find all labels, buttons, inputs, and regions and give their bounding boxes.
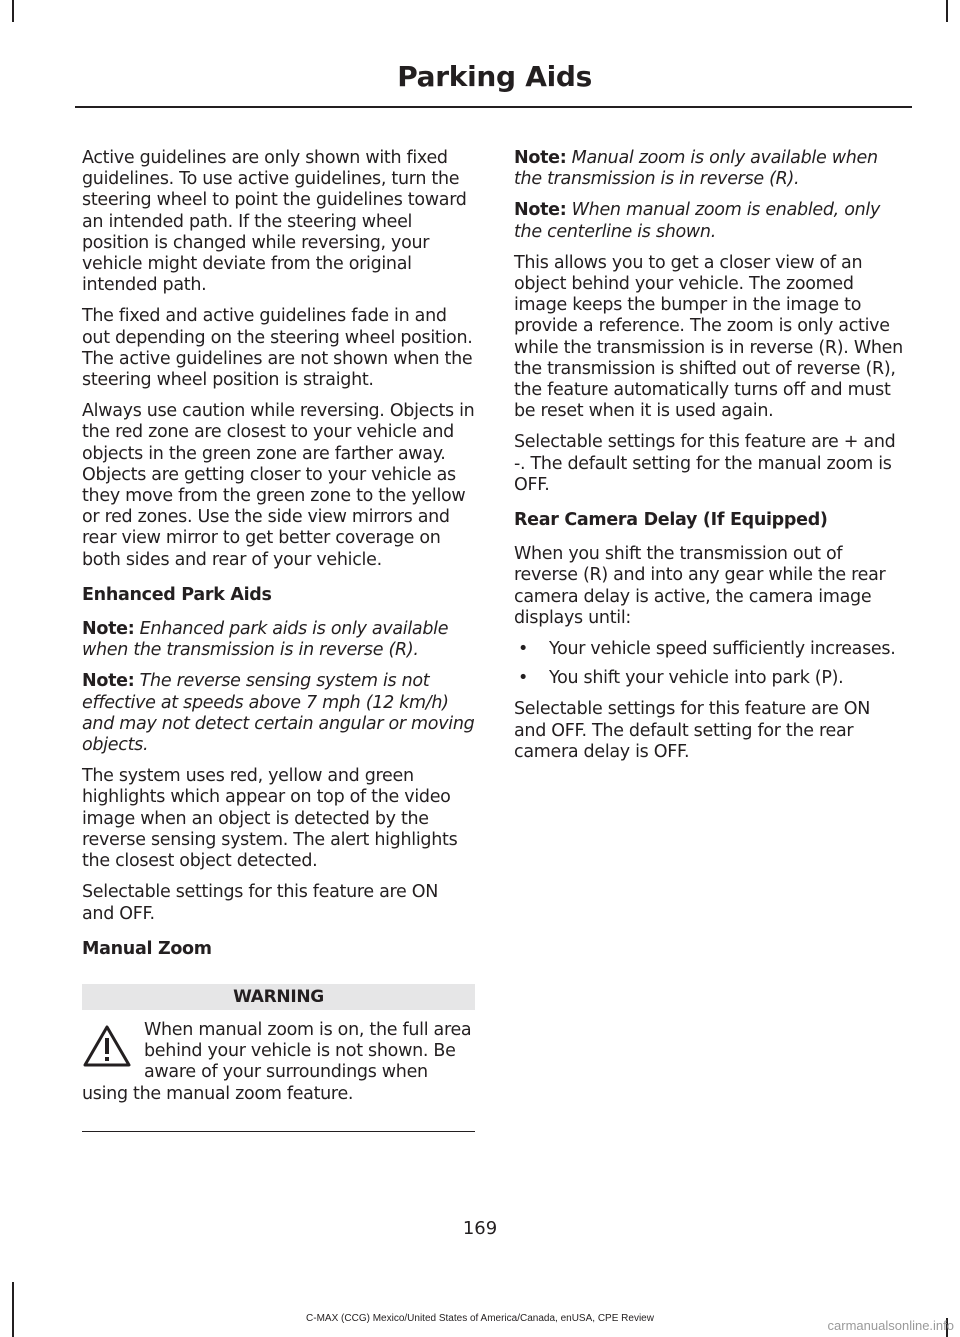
warning-header: WARNING bbox=[82, 984, 475, 1010]
note-text: The reverse sensing system is not effective at speeds above 7 mph (12 km/h) and may not detect certain angular or moving objects. bbox=[82, 671, 475, 756]
warning-triangle-icon bbox=[82, 1024, 132, 1068]
left-column bbox=[82, 148, 475, 1132]
bullet-icon: • bbox=[518, 668, 529, 689]
header-divider bbox=[75, 106, 912, 108]
warning-box bbox=[82, 1020, 475, 1115]
bullet-icon: • bbox=[518, 639, 529, 660]
paragraph-highlights: The system uses red, yellow and green highlights which appear on top of the video image when an object is detected by the reverse sensing system. The alert highlights the closest object detected. bbox=[82, 766, 458, 872]
crop-mark-bottom-left bbox=[12, 1282, 14, 1337]
note-text: When manual zoom is enabled, only the centerline is shown. bbox=[514, 200, 881, 242]
paragraph-zoom-settings: Selectable settings for this feature are + and -. The default setting for the manual zoom is OFF. bbox=[514, 432, 896, 495]
paragraph-settings-on-off: Selectable settings for this feature are ON and OFF. bbox=[82, 882, 439, 924]
heading-rear-camera-delay: Rear Camera Delay (If Equipped) bbox=[514, 510, 828, 531]
crop-mark-top-left bbox=[12, 0, 14, 22]
list-item bbox=[514, 668, 907, 689]
warning-bottom-rule bbox=[82, 1131, 475, 1132]
bullet-list bbox=[514, 639, 907, 689]
note-label: Note: bbox=[82, 671, 135, 692]
note-text: Manual zoom is only available when the transmission is in reverse (R). bbox=[514, 148, 878, 190]
note-centerline bbox=[514, 200, 907, 242]
page-number: 169 bbox=[462, 1218, 498, 1239]
paragraph-zoom-description: This allows you to get a closer view of an object behind your vehicle. The zoomed image keeps the bumper in the image to provide a reference. The zoom is only active while the transmission is in reverse (R). When the transmission is shifted out of reverse (R), the feature automatically turns off and must be reset when it is used again. bbox=[514, 252, 903, 422]
note-label: Note: bbox=[514, 200, 567, 221]
heading-enhanced-park-aids: Enhanced Park Aids bbox=[82, 584, 272, 605]
paragraph-guidelines-fade: The fixed and active guidelines fade in and out depending on the steering wheel position. The active guidelines are not shown when the steering wheel position is straight. bbox=[82, 306, 473, 391]
note-label: Note: bbox=[514, 148, 567, 168]
paragraph-camera-delay: When you shift the transmission out of reverse (R) and into any gear while the rear camera delay is active, the camera image displays until: bbox=[514, 544, 886, 628]
list-item-text: You shift your vehicle into park (P). bbox=[549, 668, 844, 689]
page-title: Parking Aids bbox=[397, 60, 592, 93]
footer-doc-info: C-MAX (CCG) Mexico/United States of America/Canada, enUSA, CPE Review bbox=[306, 1313, 654, 1324]
paragraph-delay-settings: Selectable settings for this feature are ON and OFF. The default setting for the rear camera delay is OFF. bbox=[514, 699, 871, 762]
list-item bbox=[514, 639, 907, 660]
list-item-text: Your vehicle speed sufficiently increases. bbox=[549, 639, 896, 660]
warning-text: When manual zoom is on, the full area behind your vehicle is not shown. Be aware of your surroundings when using the manual zoom feature. bbox=[82, 1019, 472, 1104]
note-reverse-sensing bbox=[82, 671, 475, 756]
note-text: Enhanced park aids is only available when the transmission is in reverse (R). bbox=[82, 619, 449, 661]
watermark: carmanualsonline.info bbox=[827, 1318, 954, 1333]
paragraph-active-guidelines: Active guidelines are only shown with fixed guidelines. To use active guidelines, turn the steering wheel to point the guidelines toward an intended path. If the steering wheel position is changed while reversing, your vehicle might deviate from the original intended path. bbox=[82, 148, 467, 296]
note-label: Note: bbox=[82, 619, 135, 640]
heading-manual-zoom: Manual Zoom bbox=[82, 938, 212, 959]
note-manual-zoom-reverse bbox=[514, 148, 907, 190]
note-enhanced-availability bbox=[82, 619, 475, 661]
right-column bbox=[514, 148, 907, 773]
paragraph-caution: Always use caution while reversing. Objects in the red zone are closest to your vehicle and objects in the green zone are farther away. Objects are getting closer to your vehicle as they move from the green zone to the yellow or red zones. Use the side view mirrors and rear view mirror to get better coverage on both sides and rear of your vehicle. bbox=[82, 401, 475, 570]
crop-mark-top-right bbox=[946, 0, 948, 22]
